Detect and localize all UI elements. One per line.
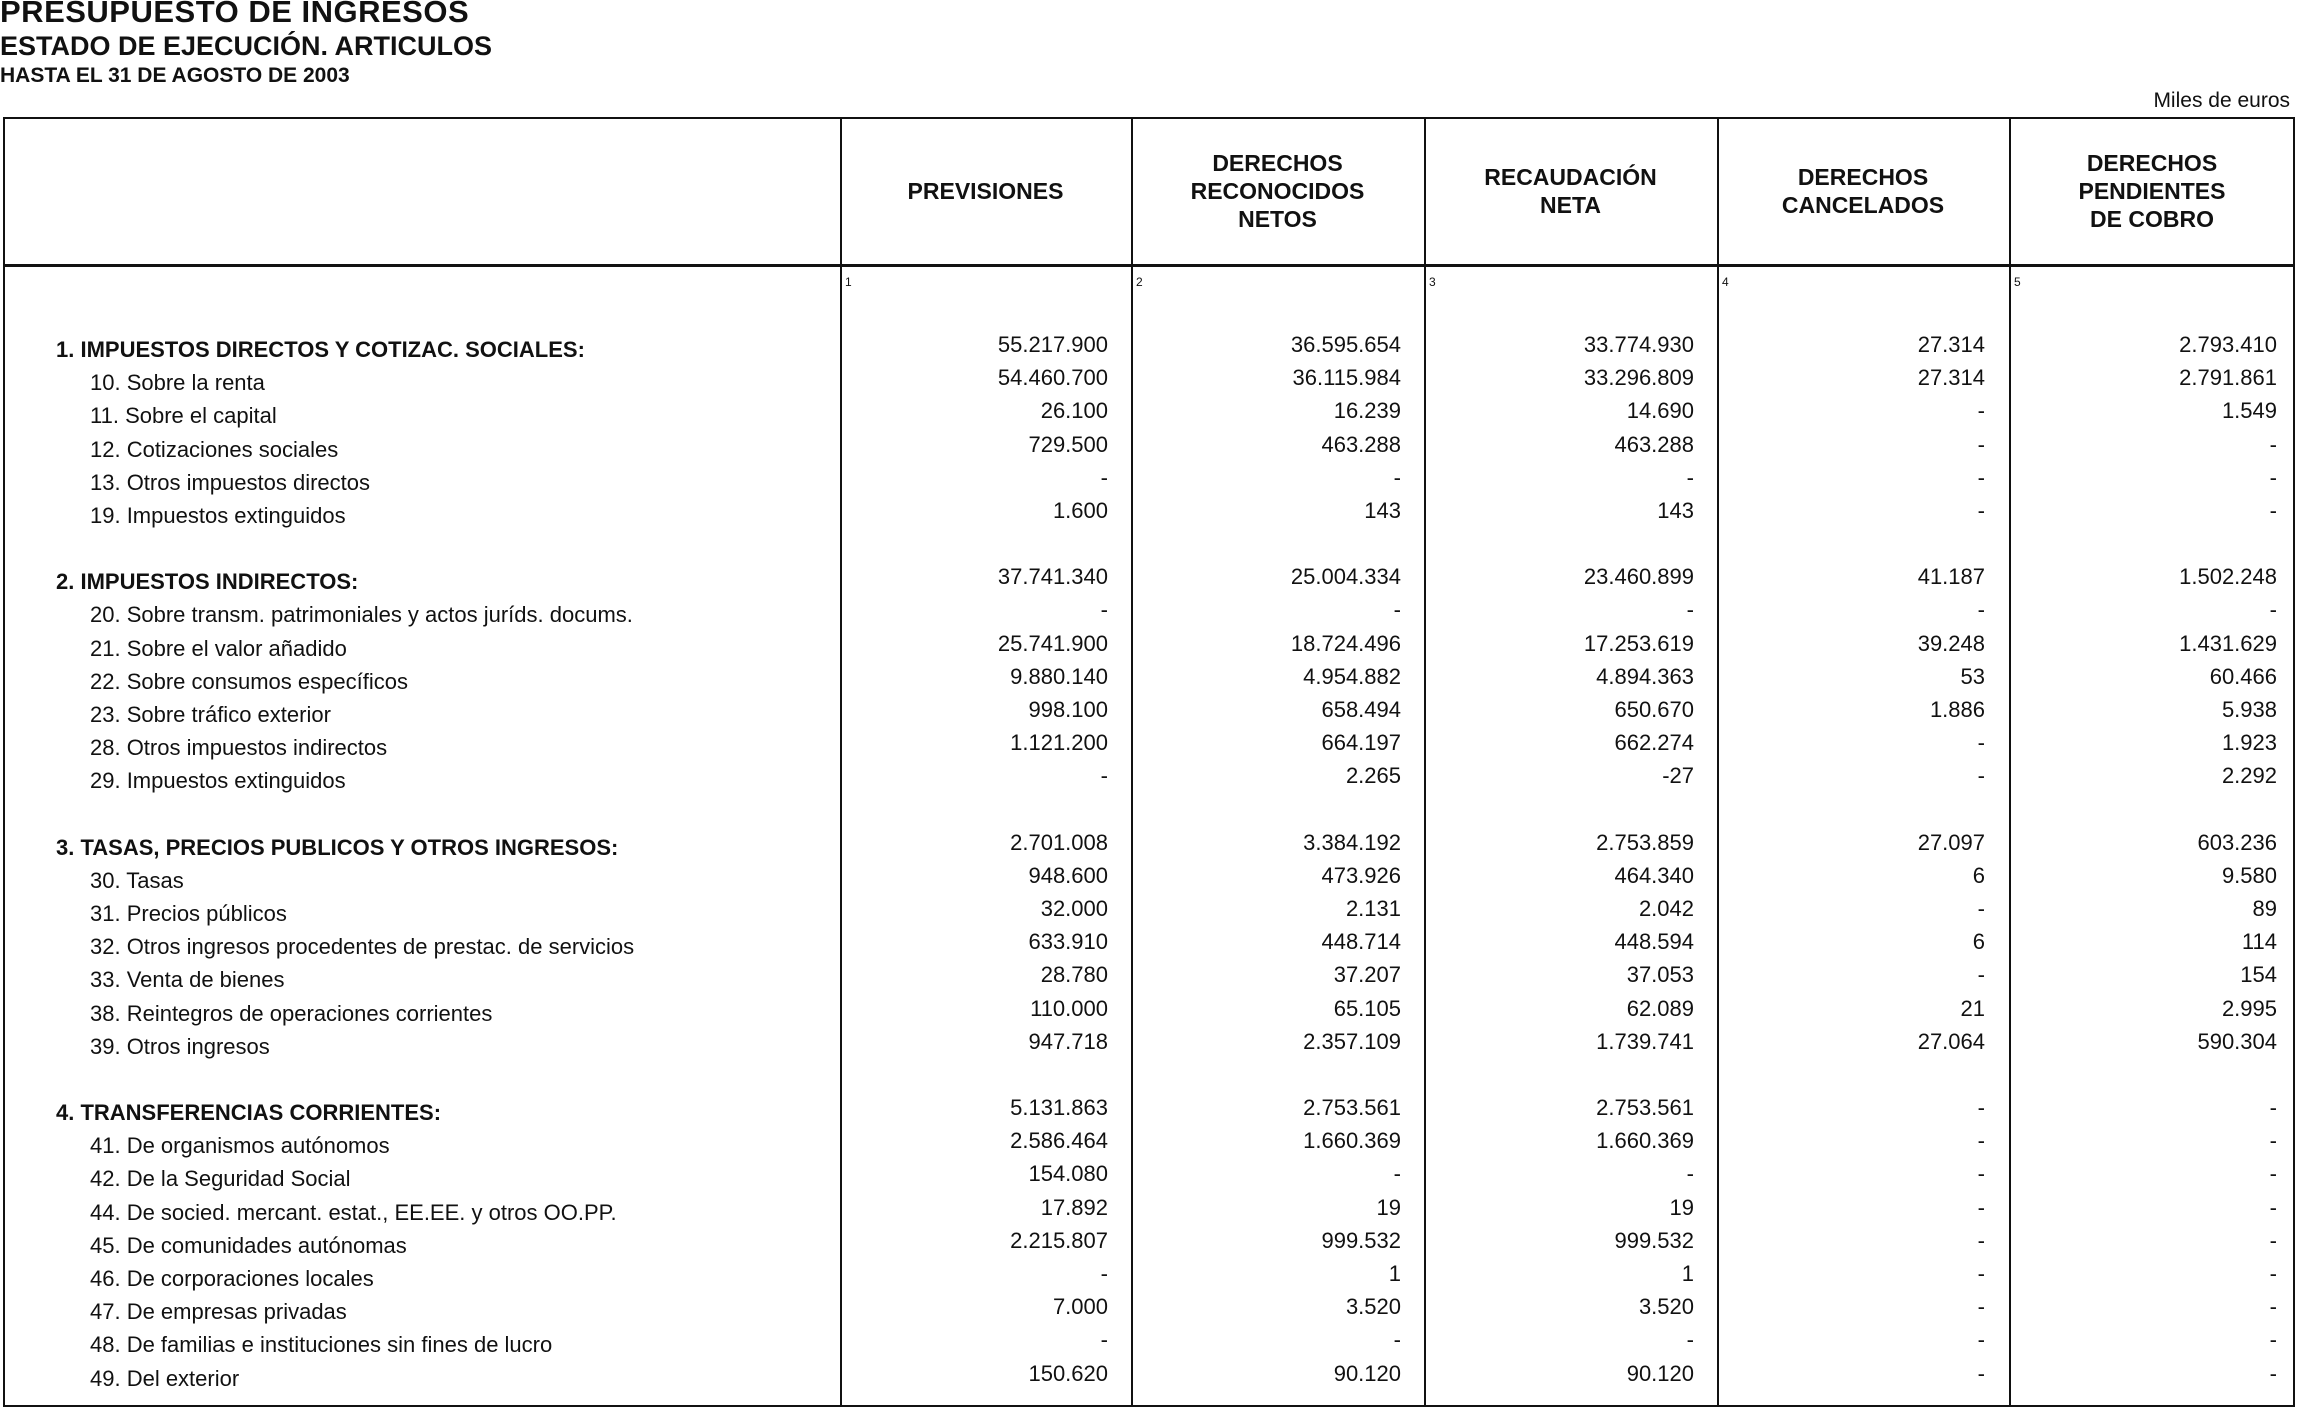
row-label: 45. De comunidades autónomas — [90, 1232, 407, 1258]
page-title: PRESUPUESTO DE INGRESOS — [0, 0, 470, 29]
row-label: 46. De corporaciones locales — [90, 1266, 374, 1291]
column-header: DERECHOS RECONOCIDOS NETOS — [1190, 149, 1365, 232]
cell-value: - — [2269, 1360, 2277, 1386]
cell-value: - — [2269, 1261, 2277, 1286]
cell-value: 18.724.496 — [1290, 630, 1401, 656]
cell-value: - — [1393, 1161, 1401, 1187]
column-header: DERECHOS PENDIENTES DE COBRO — [2078, 149, 2226, 232]
cell-value: 1.600 — [1052, 498, 1108, 523]
cell-value: - — [1977, 1128, 1985, 1154]
cell-value: 25.741.900 — [997, 630, 1108, 656]
row-label: 21. Sobre el valor añadido — [90, 635, 347, 661]
cell-value: 2.586.464 — [1010, 1128, 1108, 1154]
page-subtitle: ESTADO DE EJECUCIÓN. ARTICULOS — [0, 31, 493, 61]
cell-value: 37.053 — [1626, 962, 1694, 988]
row-label: 4. TRANSFERENCIAS CORRIENTES: — [56, 1100, 442, 1125]
cell-value: 1 — [1388, 1261, 1401, 1286]
row-label: 28. Otros impuestos indirectos — [90, 735, 388, 761]
cell-value: 154.080 — [1028, 1161, 1108, 1187]
cell-value: 110.000 — [1030, 995, 1108, 1021]
row-label: 22. Sobre consumos específicos — [90, 668, 408, 694]
cell-value: - — [1686, 1161, 1694, 1187]
cell-value: - — [1977, 498, 1985, 523]
cell-value: 9.580 — [2221, 862, 2277, 888]
cell-value: 21 — [1960, 995, 1985, 1021]
header-divider — [3, 264, 2295, 267]
cell-value: 948.600 — [1028, 862, 1108, 888]
cell-value: 19 — [1669, 1194, 1694, 1220]
cell-value: 947.718 — [1028, 1028, 1108, 1054]
row-label: 42. De la Seguridad Social — [90, 1166, 351, 1192]
cell-value: 2.215.807 — [1010, 1227, 1108, 1253]
cell-value: - — [1100, 597, 1108, 623]
cell-value: - — [2269, 498, 2277, 523]
cell-value: 89 — [2252, 896, 2277, 921]
cell-value: 5.131.863 — [1010, 1095, 1108, 1120]
cell-value: 603.236 — [2197, 829, 2277, 855]
row-label: 10. Sobre la renta — [90, 370, 265, 396]
units-label: Miles de euros — [2153, 89, 2290, 112]
cell-value: 3.384.192 — [1303, 829, 1401, 855]
cell-value: - — [1686, 1327, 1694, 1353]
cell-value: 36.115.984 — [1292, 365, 1401, 391]
row-label: 3. TASAS, PRECIOS PUBLICOS Y OTROS INGRESOS: — [56, 834, 619, 860]
column-number: 4 — [1722, 275, 1729, 289]
cell-value: 999.532 — [1614, 1227, 1694, 1253]
cell-value: -27 — [1662, 763, 1694, 789]
cell-value: 17.892 — [1040, 1194, 1108, 1220]
cell-value: 2.357.109 — [1303, 1028, 1401, 1054]
column-number: 1 — [845, 275, 852, 289]
cell-value: 65.105 — [1333, 995, 1401, 1021]
cell-value: 2.042 — [1638, 896, 1694, 921]
cell-value: 1.549 — [2221, 398, 2277, 424]
cell-value: 448.714 — [1321, 929, 1401, 955]
row-label: 49. Del exterior — [90, 1365, 240, 1391]
row-label: 33. Venta de bienes — [90, 967, 285, 993]
cell-value: - — [1393, 464, 1401, 490]
cell-value: 1.923 — [2221, 730, 2277, 756]
cell-value: 1.121.200 — [1010, 730, 1108, 756]
column-header: DERECHOS CANCELADOS — [1781, 163, 1945, 218]
row-label: 20. Sobre transm. patrimoniales y actos juríds. docums. — [90, 602, 633, 628]
cell-value: - — [1977, 1161, 1985, 1187]
row-label: 2. IMPUESTOS INDIRECTOS: — [56, 569, 359, 595]
cell-value: - — [1977, 1194, 1985, 1220]
cell-value: - — [1100, 464, 1108, 490]
cell-value: 26.100 — [1040, 398, 1108, 424]
cell-value: 4.894.363 — [1596, 663, 1694, 689]
cell-value: - — [1977, 1360, 1985, 1386]
cell-value: 154 — [2240, 962, 2277, 988]
cell-value: 32.000 — [1040, 896, 1108, 921]
cell-value: - — [1977, 431, 1985, 457]
row-label: 48. De familias e instituciones sin fines de lucro — [90, 1332, 553, 1358]
cell-value: - — [2269, 1161, 2277, 1187]
cell-value: 6 — [1972, 862, 1985, 888]
cell-value: 114 — [2241, 929, 2277, 955]
row-label: 11. Sobre el capital — [90, 403, 277, 429]
row-label: 12. Cotizaciones sociales — [90, 436, 339, 462]
cell-value: 33.296.809 — [1583, 365, 1694, 391]
cell-value: 2.753.561 — [1303, 1095, 1401, 1120]
row-label: 30. Tasas — [90, 867, 184, 893]
cell-value: 2.753.561 — [1596, 1095, 1694, 1120]
row-label: 19. Impuestos extinguidos — [90, 503, 346, 528]
cell-value: - — [2269, 597, 2277, 623]
table-row — [0, 1028, 2304, 1068]
row-label: 13. Otros impuestos directos — [90, 469, 371, 495]
cell-value: 2.995 — [2221, 995, 2277, 1021]
cell-value: 1.660.369 — [1303, 1128, 1401, 1154]
cell-value: 27.314 — [1917, 365, 1985, 391]
cell-value: 2.131 — [1345, 896, 1401, 921]
cell-value: 2.265 — [1345, 763, 1401, 789]
cell-value: - — [1393, 1327, 1401, 1353]
cell-value: - — [1100, 763, 1108, 789]
cell-value: 1.660.369 — [1596, 1128, 1694, 1154]
cell-value: 14.690 — [1626, 398, 1694, 424]
cell-value: - — [1977, 763, 1985, 789]
cell-value: 2.292 — [2221, 763, 2277, 789]
cell-value: 5.938 — [2221, 697, 2277, 722]
cell-value: - — [1100, 1327, 1108, 1353]
cell-value: 463.288 — [1614, 431, 1694, 457]
cell-value: - — [1977, 1095, 1985, 1120]
cell-value: 53 — [1960, 663, 1985, 689]
cell-value: 463.288 — [1321, 431, 1401, 457]
cell-value: - — [2269, 1227, 2277, 1253]
cell-value: 25.004.334 — [1290, 564, 1401, 590]
row-label: 1. IMPUESTOS DIRECTOS Y COTIZAC. SOCIALES: — [56, 337, 585, 362]
cell-value: 590.304 — [2197, 1028, 2277, 1054]
cell-value: 729.500 — [1028, 431, 1108, 457]
cell-value: - — [1977, 1327, 1985, 1353]
cell-value: 41.187 — [1917, 564, 1985, 590]
cell-value: - — [1977, 1294, 1985, 1320]
cell-value: 37.207 — [1333, 962, 1401, 988]
cell-value: - — [1977, 1261, 1985, 1286]
cell-value: 1.502.248 — [2179, 564, 2277, 590]
cell-value: 28.780 — [1040, 962, 1108, 988]
cell-value: 27.064 — [1917, 1028, 1985, 1054]
column-header: PREVISIONES — [907, 177, 1064, 204]
cell-value: - — [1977, 1227, 1985, 1253]
cell-value: - — [2269, 1194, 2277, 1220]
cell-value: 27.097 — [1917, 829, 1985, 855]
cell-value: 473.926 — [1321, 862, 1401, 888]
cell-value: 2.753.859 — [1596, 829, 1694, 855]
column-header: RECAUDACIÓN NETA — [1484, 163, 1657, 218]
cell-value: 150.620 — [1028, 1360, 1108, 1386]
cell-value: 3.520 — [1638, 1294, 1694, 1320]
cell-value: 448.594 — [1614, 929, 1694, 955]
cell-value: - — [2269, 464, 2277, 490]
cell-value: 664.197 — [1321, 730, 1401, 756]
cell-value: - — [1393, 597, 1401, 623]
cell-value: - — [1977, 398, 1985, 424]
cell-value: 54.460.700 — [997, 365, 1108, 391]
cell-value: 650.670 — [1614, 697, 1694, 722]
cell-value: 7.000 — [1052, 1294, 1108, 1320]
column-number: 3 — [1429, 275, 1436, 289]
cell-value: 1.739.741 — [1596, 1028, 1694, 1054]
cell-value: - — [2269, 1294, 2277, 1320]
cell-value: 2.793.410 — [2179, 332, 2277, 357]
cell-value: - — [2269, 431, 2277, 457]
cell-value: - — [1977, 597, 1985, 623]
cell-value: 39.248 — [1917, 630, 1985, 656]
table-row — [0, 763, 2304, 802]
cell-value: - — [1977, 962, 1985, 988]
cell-value: 2.701.008 — [1010, 829, 1108, 855]
cell-value: 662.274 — [1614, 730, 1694, 756]
cell-value: 633.910 — [1028, 929, 1108, 955]
cell-value: 36.595.654 — [1290, 332, 1401, 357]
cell-value: - — [1977, 730, 1985, 756]
row-label: 44. De socied. mercant. estat., EE.EE. y otros OO.PP. — [90, 1199, 617, 1225]
row-label: 29. Impuestos extinguidos — [90, 768, 346, 794]
column-number: 2 — [1136, 275, 1143, 289]
cell-value: 27.314 — [1917, 332, 1985, 357]
cell-value: - — [2269, 1095, 2277, 1120]
cell-value: - — [2269, 1327, 2277, 1353]
cell-value: 19 — [1376, 1194, 1401, 1220]
cell-value: 658.494 — [1321, 697, 1401, 722]
cell-value: - — [1977, 896, 1985, 921]
cell-value: 16.239 — [1333, 398, 1401, 424]
row-label: 47. De empresas privadas — [90, 1299, 347, 1325]
row-label: 31. Precios públicos — [90, 901, 287, 926]
row-label: 38. Reintegros de operaciones corrientes — [90, 1000, 493, 1026]
cell-value: - — [1686, 597, 1694, 623]
cell-value: 60.466 — [2209, 663, 2277, 689]
cell-value: 62.089 — [1626, 995, 1694, 1021]
cell-value: 9.880.140 — [1010, 663, 1108, 689]
cell-value: 1 — [1681, 1261, 1694, 1286]
cell-value: 90.120 — [1626, 1360, 1694, 1386]
row-label: 23. Sobre tráfico exterior — [90, 702, 331, 727]
row-label: 39. Otros ingresos — [90, 1033, 270, 1059]
cell-value: 4.954.882 — [1303, 663, 1401, 689]
cell-value: 37.741.340 — [997, 564, 1108, 590]
table-row — [0, 498, 2304, 537]
table-row — [0, 1360, 2304, 1400]
cell-value: 143 — [1657, 498, 1694, 523]
cell-value: 2.791.861 — [2179, 365, 2277, 391]
row-label: 32. Otros ingresos procedentes de prestac. de servicios — [90, 934, 635, 960]
column-number: 5 — [2014, 275, 2021, 289]
date-line: HASTA EL 31 DE AGOSTO DE 2003 — [0, 64, 350, 87]
cell-value: 464.340 — [1614, 862, 1694, 888]
cell-value: - — [1977, 464, 1985, 490]
cell-value: 33.774.930 — [1583, 332, 1694, 357]
cell-value: 23.460.899 — [1583, 564, 1694, 590]
cell-value: 1.886 — [1929, 697, 1985, 722]
cell-value: 1.431.629 — [2179, 630, 2277, 656]
row-label: 41. De organismos autónomos — [90, 1133, 390, 1159]
cell-value: 999.532 — [1321, 1227, 1401, 1253]
cell-value: - — [1686, 464, 1694, 490]
cell-value: - — [2269, 1128, 2277, 1154]
cell-value: - — [1100, 1261, 1108, 1286]
cell-value: 143 — [1364, 498, 1401, 523]
cell-value: 55.217.900 — [997, 332, 1108, 357]
cell-value: 998.100 — [1028, 697, 1108, 722]
cell-value: 6 — [1972, 929, 1985, 955]
cell-value: 90.120 — [1333, 1360, 1401, 1386]
cell-value: 3.520 — [1345, 1294, 1401, 1320]
cell-value: 17.253.619 — [1583, 630, 1694, 656]
